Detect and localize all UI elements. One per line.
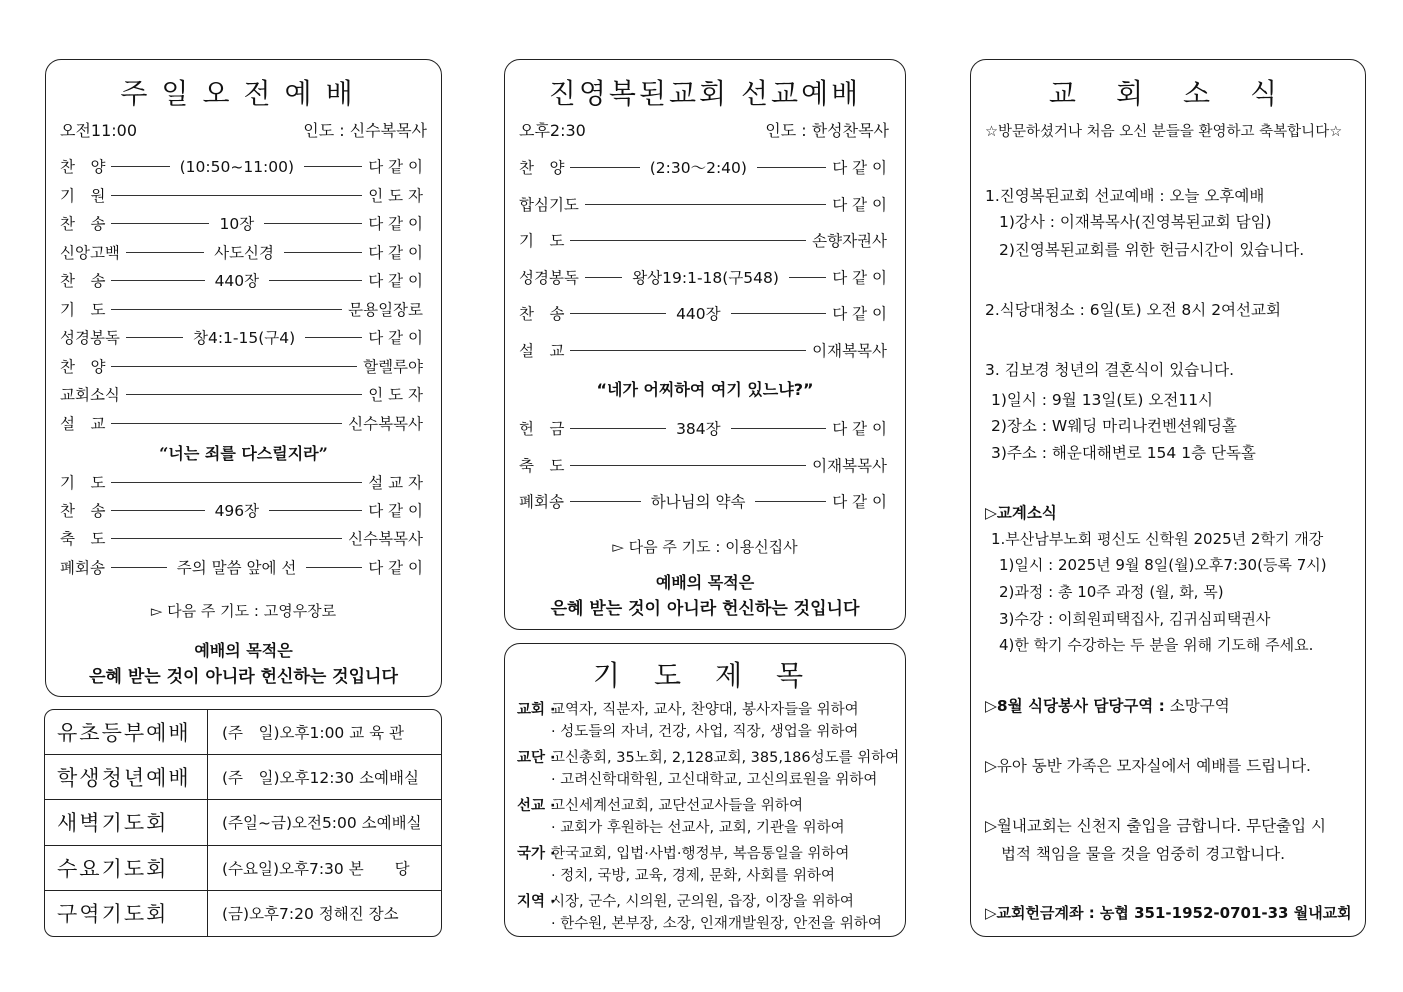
prayer-line <box>517 768 877 789</box>
dash-leader <box>585 204 826 205</box>
order-row <box>519 417 887 439</box>
order-row <box>60 269 423 291</box>
schedule-row <box>45 846 441 891</box>
prayer-topics-title: 기도제목 <box>592 659 838 692</box>
schedule-row <box>45 755 441 800</box>
mission-purpose-2: 은혜 받는 것이 아니라 헌신하는 것입니다 <box>550 599 860 619</box>
order-label: 폐회송 <box>519 493 564 512</box>
news-item-3: 3. 김보경 청년의 결혼식이 있습니다. <box>985 361 1235 379</box>
order-person: 인 도 자 <box>368 386 423 404</box>
news-welcome: ☆방문하셨거나 처음 오신 분들을 환영하고 축복합니다☆ <box>985 124 1343 140</box>
order-label: 찬 송 <box>60 272 106 290</box>
order-row <box>60 212 423 234</box>
dash-leader <box>570 350 806 351</box>
dash-leader <box>111 366 357 367</box>
order-row <box>60 298 423 320</box>
morning-leader: 인도 : 신수복목사 <box>303 121 427 140</box>
order-row <box>60 499 423 521</box>
order-person: 다 같 이 <box>832 195 887 214</box>
prayer-text: · 고려신학대학원, 고신대학교, 고신의료원을 위하여 <box>551 772 878 788</box>
order-person: 다 같 이 <box>368 272 424 290</box>
news-denomination-1c: 3)수강 : 이희원피택집사, 김귀심피택권사 <box>999 610 1271 628</box>
dash-leader <box>126 394 362 395</box>
prayer-text: · 정치, 국방, 교육, 경제, 문화, 사회를 위하여 <box>551 868 836 884</box>
order-person: 다 같 이 <box>368 502 424 521</box>
order-content: 440장 <box>676 305 721 324</box>
kitchen-duty-label: ▷8월 식당봉사 담당구역 : <box>985 697 1165 715</box>
order-row <box>60 155 423 177</box>
order-row <box>60 383 423 405</box>
order-person: 다 같 이 <box>832 305 888 324</box>
news-item-3b: 2)장소 : W웨딩 마리나컨벤션웨딩홀 <box>991 417 1237 435</box>
order-content: 창4:1-15(구4) <box>192 329 296 347</box>
morning-purpose-2: 은혜 받는 것이 아니라 헌신하는 것입니다 <box>89 667 398 687</box>
schedule-info: (금)오후7:20 정해진 장소 <box>222 905 399 924</box>
schedule-name: 학생청년예배 <box>45 755 208 799</box>
news-warning-2: 법적 책임을 물을 것을 엄중히 경고합니다. <box>1001 845 1286 863</box>
news-item-1: 1.진영복된교회 선교예배 : 오늘 오후예배 <box>985 187 1265 205</box>
prayer-group-head: 교회 · <box>517 702 556 718</box>
order-label: 찬 송 <box>60 215 106 233</box>
order-label: 기 도 <box>519 232 565 251</box>
order-person: 이재복목사 <box>812 342 887 360</box>
order-person: 다 같 이 <box>832 493 887 512</box>
order-content: (2:30～2:40) <box>649 159 747 177</box>
order-person: 다 같 이 <box>368 158 423 176</box>
dash-leader <box>570 167 639 168</box>
order-row <box>519 193 887 215</box>
order-label: 교회소식 <box>60 386 120 404</box>
order-content: 왕상19:1-18(구548) <box>632 268 779 287</box>
order-row <box>519 266 887 288</box>
mission-header <box>519 118 889 141</box>
order-person: 신수복목사 <box>348 530 423 549</box>
order-row <box>60 471 423 493</box>
order-content: 384장 <box>676 420 721 438</box>
prayer-text: · 교회가 후원하는 선교사, 교회, 기관을 위하여 <box>551 820 845 836</box>
prayer-text: 시장, 군수, 시의원, 군의원, 읍장, 이장을 위하여 <box>551 894 854 910</box>
order-person: 다 같 이 <box>832 420 888 438</box>
dash-leader <box>731 313 827 314</box>
dash-leader <box>306 567 362 568</box>
dash-leader <box>111 223 209 224</box>
order-label: 찬 송 <box>519 305 565 324</box>
dash-leader <box>111 567 167 568</box>
morning-sermon-title: “너는 죄를 다스릴지라” <box>159 444 328 463</box>
schedule-name: 유초등부예배 <box>45 710 208 754</box>
church-news-panel <box>970 59 1366 937</box>
kitchen-duty-value: 소망구역 <box>1169 697 1230 715</box>
prayer-line <box>517 890 854 911</box>
morning-service-title: 주일오전예배 <box>120 77 367 110</box>
dash-leader <box>111 195 362 196</box>
dash-leader <box>111 510 204 511</box>
order-row <box>519 302 887 324</box>
news-item-1a: 1)강사 : 이재복목사(진영복된교회 담임) <box>999 213 1272 231</box>
dash-leader <box>111 166 169 167</box>
order-person: 다 같 이 <box>368 243 423 262</box>
schedule-name: 새벽기도회 <box>45 800 208 844</box>
dash-leader <box>755 501 826 502</box>
order-row <box>60 412 423 434</box>
prayer-text: · 성도들의 자녀, 건강, 사업, 직장, 생업을 위하여 <box>551 724 859 740</box>
dash-leader <box>570 313 666 314</box>
news-item-3c: 3)주소 : 해운대해변로 154 1층 단독홀 <box>991 444 1256 462</box>
mission-leader: 인도 : 한성찬목사 <box>765 121 889 140</box>
order-person: 다 같 이 <box>368 215 423 233</box>
prayer-text: 고신총회, 35노회, 2,128교회, 385,186성도를 위하여 <box>551 750 900 766</box>
morning-header <box>60 118 427 141</box>
dash-leader <box>731 428 827 429</box>
order-label: 폐회송 <box>60 558 105 577</box>
order-row <box>60 355 423 377</box>
order-person: 할렐루야 <box>363 357 423 376</box>
prayer-group-head: 국가 · <box>517 846 556 862</box>
order-person: 다 같 이 <box>368 329 424 347</box>
morning-purpose-1: 예배의 목적은 <box>194 641 293 660</box>
order-person: 손향자권사 <box>812 232 887 251</box>
order-label: 축 도 <box>60 530 106 549</box>
prayer-text: 한국교회, 입법·사법·행정부, 복음통일을 위하여 <box>551 846 850 862</box>
news-kitchen-duty <box>985 694 1230 716</box>
dash-leader <box>305 337 362 338</box>
order-label: 헌 금 <box>519 420 565 438</box>
morning-service-panel <box>45 59 442 697</box>
prayer-text: · 한수원, 본부장, 소장, 인재개발원장, 안전을 위하여 <box>551 916 882 932</box>
mission-next-prayer: ▻ 다음 주 기도 : 이용신집사 <box>612 538 798 556</box>
order-content: 사도신경 <box>214 243 275 262</box>
news-item-1b: 2)진영복된교회를 위한 헌금시간이 있습니다. <box>999 241 1305 259</box>
prayer-topics-panel <box>504 643 906 937</box>
mission-purpose-1: 예배의 목적은 <box>655 573 755 592</box>
news-item-3a: 1)일시 : 9월 13일(토) 오전11시 <box>991 391 1214 409</box>
prayer-group-head: 선교 · <box>517 798 556 814</box>
mission-service-panel <box>504 59 906 630</box>
order-content: 496장 <box>214 502 260 521</box>
schedule-row <box>45 800 441 845</box>
news-denomination-1: 1.부산남부노회 평신도 신학원 2025년 2학기 개강 <box>991 530 1324 548</box>
order-row <box>60 527 423 549</box>
news-denomination-title: ▷교계소식 <box>985 504 1057 522</box>
prayer-text: 교역자, 직분자, 교사, 찬양대, 봉사자들을 위하여 <box>551 702 859 718</box>
order-label: 기 원 <box>60 186 106 205</box>
order-label: 찬 양 <box>519 159 565 177</box>
news-warning-1: ▷월내교회는 신천지 출입을 금합니다. 무단출입 시 <box>985 817 1326 835</box>
mission-service-title: 진영복된교회 선교예배 <box>548 77 862 110</box>
dash-leader <box>757 167 826 168</box>
order-label: 축 도 <box>519 456 565 475</box>
news-denomination-1d: 4)한 학기 수강하는 두 분을 위해 기도해 주세요. <box>999 636 1314 654</box>
order-person: 신수복목사 <box>348 414 423 433</box>
order-row <box>60 326 423 348</box>
order-person: 설 교 자 <box>368 474 423 492</box>
dash-leader <box>304 166 362 167</box>
order-row <box>519 229 887 251</box>
dash-leader <box>264 223 362 224</box>
order-row <box>519 454 887 476</box>
order-row <box>519 156 887 178</box>
dash-leader <box>126 337 183 338</box>
order-person: 이재복목사 <box>812 456 887 475</box>
dash-leader <box>111 482 362 483</box>
order-person: 다 같 이 <box>368 558 424 577</box>
dash-leader <box>585 277 622 278</box>
schedule-info: (주 일)오후1:00 교 육 관 <box>222 724 404 743</box>
order-content: (10:50~11:00) <box>179 158 295 176</box>
order-content: 10장 <box>219 215 255 233</box>
order-label: 설 교 <box>60 414 106 433</box>
schedule-info: (주 일)오후12:30 소예배실 <box>222 769 419 788</box>
schedule-name: 구역기도회 <box>45 891 208 936</box>
dash-leader <box>570 501 641 502</box>
order-label: 기 도 <box>60 474 106 492</box>
church-news-title: 교회소식 <box>1048 77 1318 110</box>
dash-leader <box>570 428 666 429</box>
prayer-line <box>517 816 845 837</box>
prayer-line <box>517 912 882 933</box>
schedule-info: (주일~금)오전5:00 소예배실 <box>222 814 422 833</box>
order-label: 설 교 <box>519 342 565 360</box>
order-label: 신앙고백 <box>60 243 120 262</box>
order-row <box>519 490 887 512</box>
dash-leader <box>111 309 342 310</box>
dash-leader <box>284 252 362 253</box>
morning-time: 오전11:00 <box>60 121 138 140</box>
order-label: 성경봉독 <box>60 329 120 347</box>
order-label: 합심기도 <box>519 195 579 214</box>
order-row <box>60 241 423 263</box>
schedule-info: (수요일)오후7:30 본 당 <box>222 859 410 878</box>
order-content: 440장 <box>214 272 260 290</box>
order-row <box>60 184 423 206</box>
prayer-line <box>517 794 803 815</box>
order-label: 성경봉독 <box>519 268 579 287</box>
order-label: 찬 양 <box>60 158 106 176</box>
prayer-line <box>517 698 859 719</box>
order-row <box>60 556 423 578</box>
dash-leader <box>111 538 342 539</box>
mission-time: 오후2:30 <box>519 121 586 140</box>
prayer-line <box>517 864 835 885</box>
order-person: 인 도 자 <box>368 186 423 205</box>
news-account: ▷교회헌금계좌 : 농협 351-1952-0701-33 월내교회 <box>985 904 1352 922</box>
news-denomination-1b: 2)과정 : 총 10주 과정 (월, 화, 목) <box>999 583 1224 601</box>
prayer-line <box>517 842 849 863</box>
mission-sermon-title: “네가 어찌하여 여기 있느냐?” <box>596 380 814 399</box>
prayer-text: 고신세계선교회, 교단선교사들을 위하여 <box>551 798 803 814</box>
order-label: 기 도 <box>60 300 106 319</box>
dash-leader <box>570 465 806 466</box>
dash-leader <box>126 252 204 253</box>
news-item-2: 2.식당대청소 : 6일(토) 오전 8시 2여선교회 <box>985 301 1281 319</box>
dash-leader <box>111 423 342 424</box>
order-content: 주의 말씀 앞에 선 <box>176 558 297 577</box>
morning-next-prayer: ▻ 다음 주 기도 : 고영우장로 <box>150 602 337 620</box>
schedule-row <box>45 710 441 755</box>
news-denomination-1a: 1)일시 : 2025년 9월 8일(월)오후7:30(등록 7시) <box>999 556 1327 574</box>
dash-leader <box>789 277 826 278</box>
order-content: 하나님의 약속 <box>650 493 746 512</box>
meeting-schedule-table <box>44 709 442 937</box>
prayer-line <box>517 720 858 741</box>
schedule-name: 수요기도회 <box>45 846 208 890</box>
dash-leader <box>570 240 806 241</box>
order-label: 찬 양 <box>60 357 106 376</box>
order-person: 다 같 이 <box>832 159 888 177</box>
order-label: 찬 송 <box>60 502 106 521</box>
dash-leader <box>269 280 362 281</box>
prayer-group-head: 교단 · <box>517 750 556 766</box>
news-infant: ▷유아 동반 가족은 모자실에서 예배를 드립니다. <box>985 757 1311 775</box>
prayer-line <box>517 746 899 767</box>
prayer-group-head: 지역 · <box>517 894 556 910</box>
dash-leader <box>269 510 362 511</box>
schedule-row <box>45 891 441 936</box>
order-person: 문용일장로 <box>348 300 423 319</box>
order-row <box>519 339 887 361</box>
order-person: 다 같 이 <box>832 268 888 287</box>
dash-leader <box>111 280 204 281</box>
